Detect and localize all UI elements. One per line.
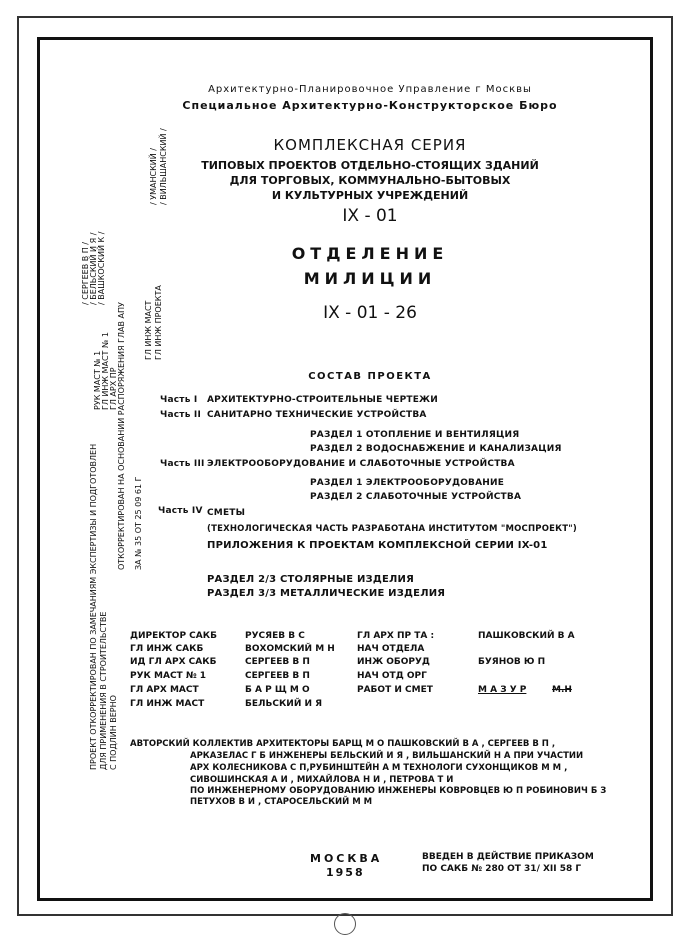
authors-line: ПО ИНЖЕНЕРНОМУ ОБОРУДОВАНИЮ ИНЖЕНЕРЫ КОВРОВЦЕВ Ю П РОБИНОВИЧ Б З bbox=[190, 786, 607, 796]
section-text: РАЗДЕЛ 1 ОТОПЛЕНИЕ И ВЕНТИЛЯЦИЯ bbox=[310, 430, 520, 440]
margin-note: ДЛЯ ПРИМЕНЕНИЯ В СТРОИТЕЛЬСТВЕ bbox=[99, 611, 108, 770]
margin-note: ГЛ ИНЖ МАСТ № 1 bbox=[101, 332, 110, 410]
project-name-1: ОТДЕЛЕНИЕ bbox=[291, 244, 449, 263]
staff-signature: М.Н bbox=[552, 685, 572, 695]
staff-role: ИНЖ ОБОРУД bbox=[357, 657, 430, 667]
section-text: РАЗДЕЛ 1 ЭЛЕКТРООБОРУДОВАНИЕ bbox=[310, 478, 505, 488]
footer-enacted-1: ВВЕДЕН В ДЕЙСТВИЕ ПРИКАЗОМ bbox=[422, 852, 594, 862]
margin-note: ГЛ ИНЖ ПРОЕКТА bbox=[154, 285, 163, 360]
staff-role: ГЛ АРХ МАСТ bbox=[130, 685, 199, 695]
margin-note: РУК МАСТ № 1 bbox=[93, 350, 102, 410]
series-title: КОМПЛЕКСНАЯ СЕРИЯ bbox=[273, 136, 467, 154]
staff-role: ГЛ ИНЖ МАСТ bbox=[130, 699, 205, 709]
part-text: САНИТАРНО ТЕХНИЧЕСКИЕ УСТРОЙСТВА bbox=[207, 410, 427, 420]
authors-line: СИВОШИНСКАЯ А И , МИХАЙЛОВА Н И , ПЕТРОВА Т И bbox=[190, 775, 454, 785]
footer-year: 1958 bbox=[326, 866, 365, 879]
authors-line: АРХ КОЛЕСНИКОВА С П,РУБИНШТЕЙН А М ТЕХНОЛОГИ СУХОНЩИКОВ М М , bbox=[190, 763, 568, 773]
authors-line: ПЕТУХОВ В И , СТАРОCЕЛЬСКИЙ М М bbox=[190, 797, 373, 807]
staff-role: ГЛ АРХ ПР ТА : bbox=[357, 631, 435, 641]
staff-name: ВОXОМСКИЙ М Н bbox=[245, 644, 335, 654]
org-line-2: Специальное Архитектурно-Конструкторское Бюро bbox=[182, 99, 558, 112]
part-text: СМЕТЫ bbox=[207, 508, 246, 518]
section-text: РАЗДЕЛ 3/3 МЕТАЛЛИЧЕСКИЕ ИЗДЕЛИЯ bbox=[207, 588, 446, 599]
project-code: IX - 01 - 26 bbox=[323, 303, 417, 323]
series-desc-2: ДЛЯ ТОРГОВЫХ, КОММУНАЛЬНО-БЫТОВЫХ bbox=[229, 174, 511, 187]
section-text: РАЗДЕЛ 2/3 СТОЛЯРНЫЕ ИЗДЕЛИЯ bbox=[207, 574, 414, 585]
staff-role: ГЛ ИНЖ САКБ bbox=[130, 644, 204, 654]
org-line-1: Архитектурно-Планировочное Управление г Москвы bbox=[208, 84, 532, 95]
staff-name: СЕРГЕЕВ В П bbox=[245, 671, 310, 681]
authors-line: АВТОРСКИЙ КОЛЛЕКТИВ АРХИТЕКТОРЫ БАРЩ М О ПАШКОВСКИЙ В А , СЕРГЕЕВ В П , bbox=[130, 739, 556, 749]
margin-note: / СЕРГЕЕВ В П / bbox=[81, 241, 90, 305]
staff-role: РАБОТ И СМЕТ bbox=[357, 685, 433, 695]
margin-note: / ВИЛЬШАНСКИЙ / bbox=[159, 128, 168, 205]
margin-note: / ВАШКОСКИЙ К / bbox=[97, 231, 106, 305]
margin-note: ГЛ АРХ ПР bbox=[109, 367, 118, 410]
staff-name: СЕРГЕЕВ В П bbox=[245, 657, 310, 667]
staff-role: НАЧ ОТД ОРГ bbox=[357, 671, 427, 681]
project-name-2: МИЛИЦИИ bbox=[303, 269, 437, 288]
part-label: Часть I bbox=[160, 395, 198, 405]
staff-name: БЕЛЬСКИЙ И Я bbox=[245, 699, 323, 709]
series-code: IX - 01 bbox=[342, 206, 398, 226]
staff-role: ИД ГЛ АРХ САКБ bbox=[130, 657, 217, 667]
authors-line: АРКАЗЕЛАС Г Б ИНЖЕНЕРЫ БЕЛЬСКИЙ И Я , ВИЛЬШАНСКИЙ Н А ПРИ УЧАСТИИ bbox=[190, 751, 584, 761]
margin-note: ГЛ ИНЖ МАСТ bbox=[144, 300, 153, 360]
part-text: (ТЕХНОЛОГИЧЕСКАЯ ЧАСТЬ РАЗРАБОТАНА ИНСТИТУТОМ "МОСПРОЕКТ") bbox=[207, 524, 578, 534]
footer-city: МОСКВА bbox=[310, 852, 383, 865]
margin-note: ОТКОРРЕКТИРОВАН НА ОСНОВАНИИ РАСПОРЯЖЕНИЯ ГЛАВ АПУ bbox=[117, 302, 126, 570]
section-text: РАЗДЕЛ 2 СЛАБОТОЧНЫЕ УСТРОЙСТВА bbox=[310, 492, 522, 502]
staff-name: ПАШКОВСКИЙ В А bbox=[478, 631, 575, 641]
composition-heading: СОСТАВ ПРОЕКТА bbox=[308, 371, 432, 382]
margin-note: ПРОЕКТ ОТКОРРЕКТИРОВАН ПО ЗАМЕЧАНИЯМ ЭКСПЕРТИЗЫ И ПОДГОТОВЛЕН bbox=[89, 443, 98, 770]
staff-role: ДИРЕКТОР САКБ bbox=[130, 631, 217, 641]
staff-name: РУСЯЕВ В С bbox=[245, 631, 305, 641]
page-mark-circle bbox=[334, 913, 356, 935]
part-text: ЭЛЕКТРООБОРУДОВАНИЕ И СЛАБОТОЧНЫЕ УСТРОЙСТВА bbox=[207, 459, 515, 469]
margin-note: ЗА № 35 ОТ 25 09 61 Г bbox=[134, 476, 143, 570]
part-text: ПРИЛОЖЕНИЯ К ПРОЕКТАМ КОМПЛЕКСНОЙ СЕРИИ IX-01 bbox=[207, 540, 548, 551]
section-text: РАЗДЕЛ 2 ВОДОСНАБЖЕНИЕ И КАНАЛИЗАЦИЯ bbox=[310, 444, 562, 454]
part-label: Часть IV bbox=[158, 506, 203, 516]
part-label: Часть II bbox=[160, 410, 202, 420]
margin-note: / БЕЛЬСКИЙ И Я / bbox=[89, 232, 98, 305]
staff-name: БУЯНОВ Ю П bbox=[478, 657, 546, 667]
staff-name: М А З У Р bbox=[478, 685, 527, 695]
series-desc-1: ТИПОВЫХ ПРОЕКТОВ ОТДЕЛЬНО-СТОЯЩИХ ЗДАНИЙ bbox=[201, 159, 539, 172]
staff-role: РУК МАСТ № 1 bbox=[130, 671, 207, 681]
margin-note: / УМАНСКИЙ / bbox=[149, 148, 158, 205]
part-text: АРХИТЕКТУРНО-СТРОИТЕЛЬНЫЕ ЧЕРТЕЖИ bbox=[207, 395, 439, 405]
staff-name: Б А Р Щ М О bbox=[245, 685, 310, 695]
series-desc-3: И КУЛЬТУРНЫХ УЧРЕЖДЕНИЙ bbox=[271, 189, 469, 202]
margin-note: С ПОДЛИН ВЕРНО bbox=[109, 695, 118, 770]
footer-enacted-2: ПО САКБ № 280 ОТ 31/ XII 58 Г bbox=[422, 864, 582, 874]
part-label: Часть III bbox=[160, 459, 205, 469]
staff-role: НАЧ ОТДЕЛА bbox=[357, 644, 425, 654]
